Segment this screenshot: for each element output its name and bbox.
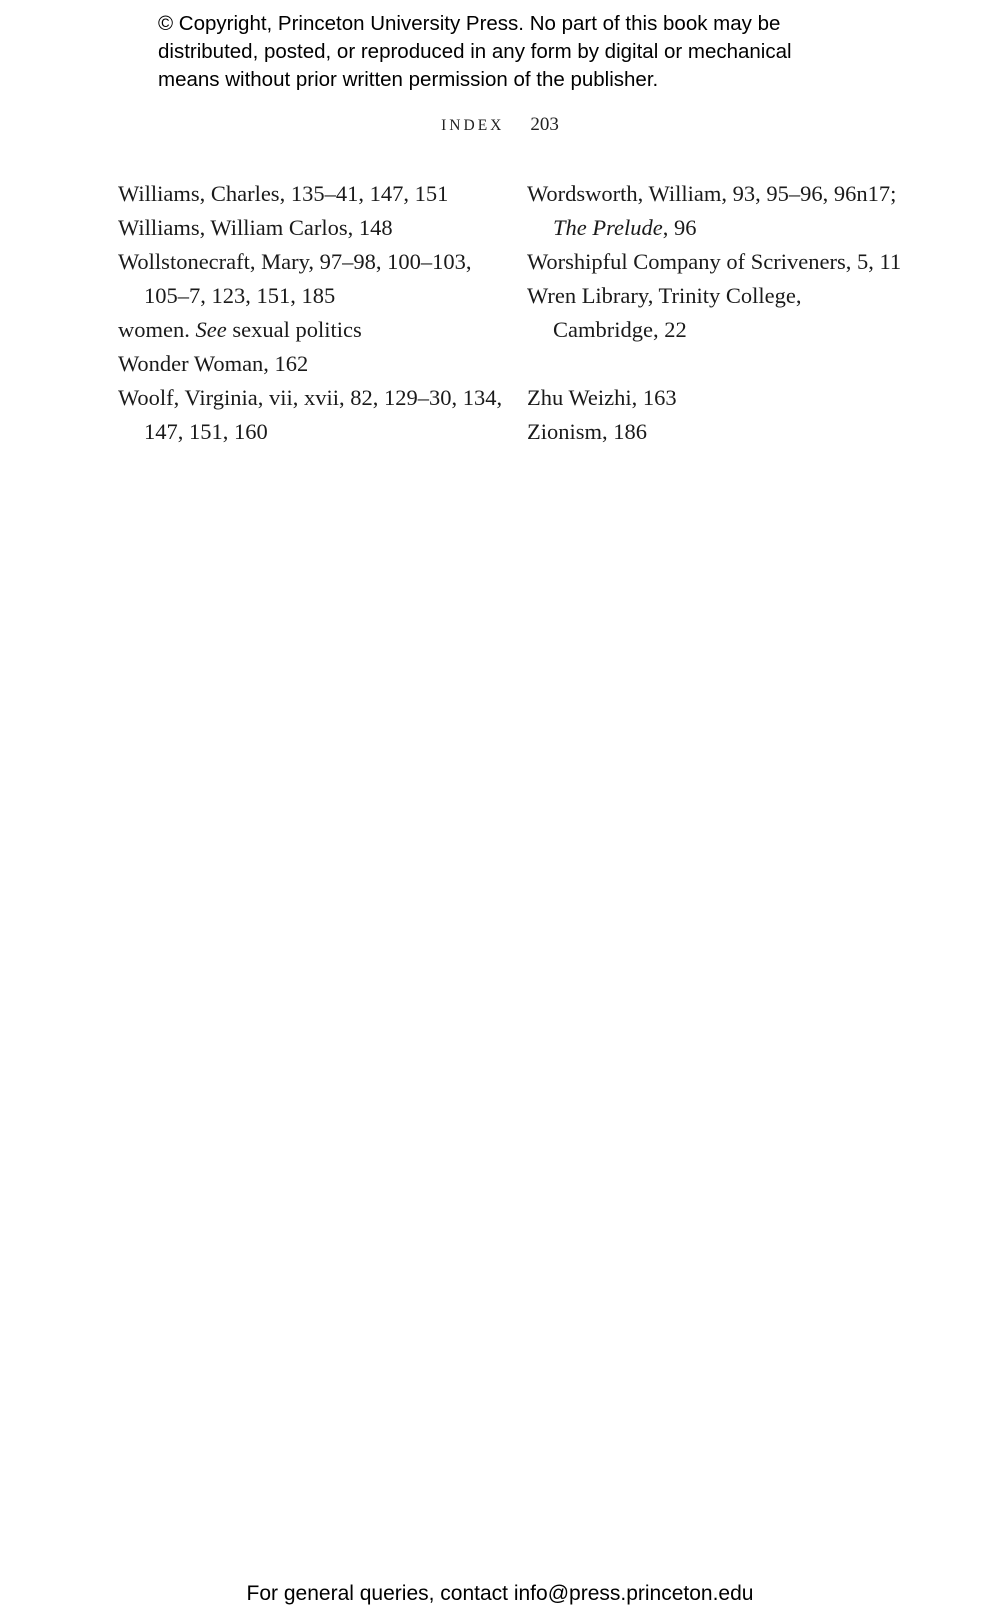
see-reference: See <box>195 317 227 342</box>
letter-group-gap <box>527 347 907 381</box>
entry-text: , 96 <box>662 215 697 240</box>
index-entry-zhu-weizhi: Zhu Weizhi, 163 <box>527 385 677 410</box>
index-entry-wren-library: Wren Library, Trinity College, Cambridge, 22 <box>527 283 802 342</box>
index-entry-williams-william-carlos: Williams, William Carlos, 148 <box>118 215 393 240</box>
copyright-line-3: means without prior written permission of the publisher. <box>158 68 659 91</box>
index-entry-worshipful-company: Worshipful Company of Scriveners, 5, 11 <box>527 249 902 274</box>
copyright-notice <box>158 10 878 94</box>
copyright-line-2: distributed, posted, or reproduced in any form by digital or mechanical <box>158 40 792 63</box>
running-head <box>0 114 1000 136</box>
index-entry-women <box>118 313 508 347</box>
index-entry-zionism: Zionism, 186 <box>527 419 648 444</box>
entry-text: sexual politics <box>226 317 362 342</box>
entry-text: Wordsworth, William, 93, 95–96, 96n17; <box>527 181 897 206</box>
index-entry-williams-charles: Williams, Charles, 135–41, 147, 151 <box>118 181 449 206</box>
index-entry-wollstonecraft: Wollstonecraft, Mary, 97–98, 100–103, 105–7, 123, 151, 185 <box>118 249 472 308</box>
index-column-right <box>527 177 907 449</box>
index-column-left <box>118 177 508 449</box>
page-number: 203 <box>530 114 559 135</box>
footer-contact: For general queries, contact info@press.princeton.edu <box>246 1582 754 1605</box>
section-label: INDEX <box>441 117 505 134</box>
work-title: The Prelude <box>553 215 663 240</box>
copyright-line-1: © Copyright, Princeton University Press. No part of this book may be <box>158 12 781 35</box>
index-entry-woolf: Woolf, Virginia, vii, xvii, 82, 129–30, 134, 147, 151, 160 <box>118 385 503 444</box>
index-entry-wonder-woman: Wonder Woman, 162 <box>118 351 309 376</box>
entry-text: women. <box>118 317 196 342</box>
index-entry-wordsworth <box>527 177 907 245</box>
